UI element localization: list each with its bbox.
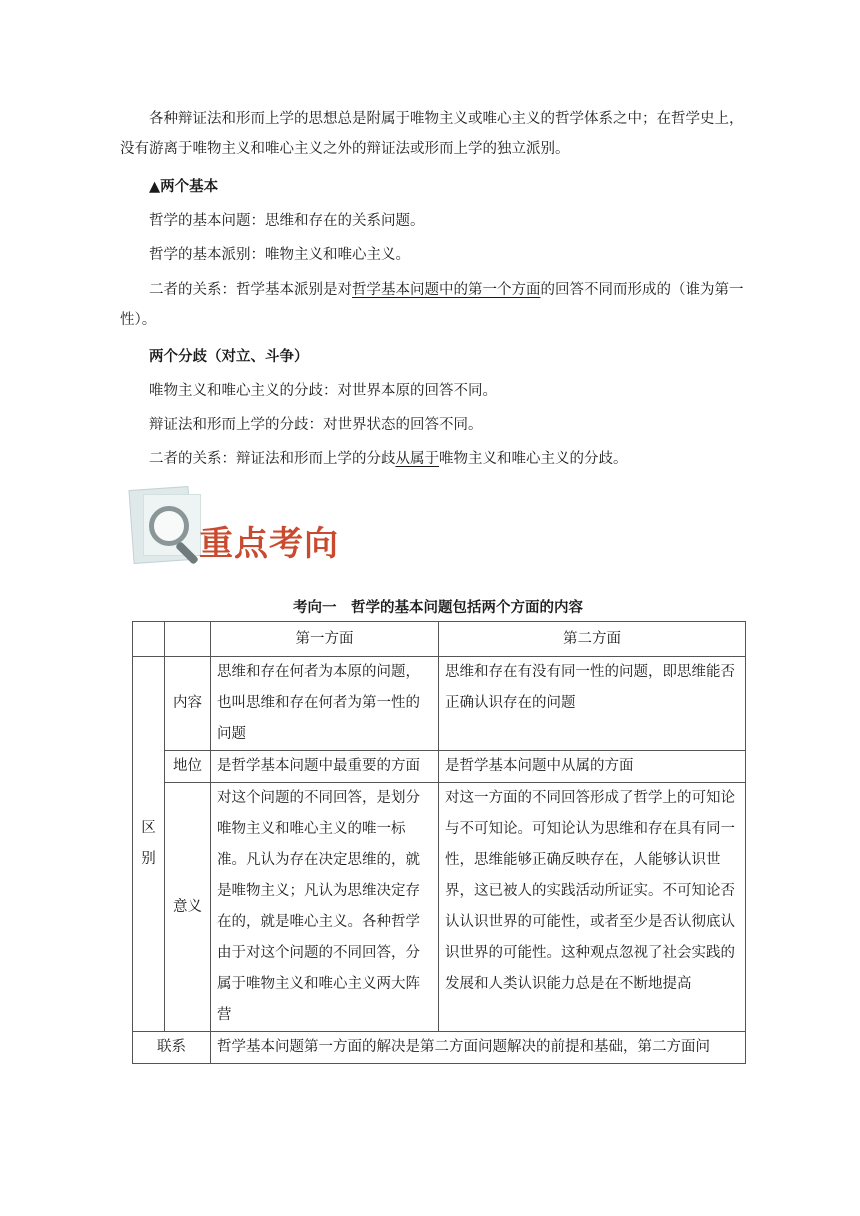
header-second-aspect: 第二方面 — [439, 622, 746, 657]
heading-two-divergences: 两个分歧（对立、斗争） — [149, 348, 309, 365]
group-label-text: 区别 — [141, 820, 156, 867]
table-row-link — [133, 1032, 746, 1064]
banner-title: 重点考向 — [199, 524, 339, 564]
row-label-meaning: 意义 — [165, 783, 211, 1032]
row-label-link: 联系 — [133, 1032, 211, 1064]
header-first-aspect: 第一方面 — [211, 622, 439, 657]
paragraph-intro: 各种辩证法和形而上学的思想总是附属于唯物主义或唯心主义的哲学体系之中；在哲学史上，没有游离于唯物主义和唯心主义之外的辩证法或形而上学的独立派别。 — [120, 111, 744, 157]
cell-link-text: 哲学基本问题第一方面的解决是第二方面问题解决的前提和基础，第二方面问 — [211, 1032, 746, 1064]
comparison-table — [132, 621, 746, 1064]
table-header-row — [133, 622, 746, 657]
paragraph-relation-1: 二者的关系：哲学基本派别是对哲学基本问题中的第一个方面的回答不同而形成的（谁为第一性）。 — [120, 282, 744, 328]
paragraph-divergence-dialectics: 辩证法和形而上学的分歧：对世界状态的回答不同。 — [149, 417, 483, 433]
row-label-content: 内容 — [165, 657, 211, 751]
cell-meaning-second: 对这一方面的不同回答形成了哲学上的可知论与不可知论。可知论认为思维和存在具有同一性，思维能够正确反映存在，人能够认识世界，这已被人的实践活动所证实。不可知论否认认识世界的可能性，或者至少是否认彻底认识世界的可能性。这种观点忽视了社会实践的发展和人类认识能力总是在不断地提高 — [439, 783, 746, 1032]
paragraph-basic-question: 哲学的基本问题：思维和存在的关系问题。 — [149, 213, 425, 229]
section-banner — [123, 488, 363, 568]
header-empty-cell — [133, 622, 165, 657]
table-title: 考向一 哲学的基本问题包括两个方面的内容 — [293, 599, 583, 616]
group-label-difference — [133, 657, 165, 1032]
heading-two-basics: ▲两个基本 — [149, 178, 219, 195]
paragraph-divergence-materialism: 唯物主义和唯心主义的分歧：对世界本原的回答不同。 — [149, 383, 497, 399]
cell-status-second: 是哲学基本问题中从属的方面 — [439, 751, 746, 783]
cell-meaning-first: 对这个问题的不同回答，是划分唯物主义和唯心主义的唯一标准。凡认为存在决定思维的，就是唯物主义；凡认为思维决定存在的，就是唯心主义。各种哲学由于对这个问题的不同回答，分属于唯物主义和唯心主义两大阵营 — [211, 783, 439, 1032]
header-empty-cell — [165, 622, 211, 657]
underlined-phrase: 哲学基本问题中的第一个方面 — [352, 282, 541, 298]
cell-content-first: 思维和存在何者为本原的问题，也叫思维和存在何者为第一性的问题 — [211, 657, 439, 751]
table-row-status — [133, 751, 746, 783]
magnifier-icon — [149, 506, 189, 546]
row-label-status: 地位 — [165, 751, 211, 783]
cell-status-first: 是哲学基本问题中最重要的方面 — [211, 751, 439, 783]
cell-content-second: 思维和存在有没有同一性的问题，即思维能否正确认识存在的问题 — [439, 657, 746, 751]
table-row-content — [133, 657, 746, 751]
paragraph-relation-2: 二者的关系：辩证法和形而上学的分歧从属于唯物主义和唯心主义的分歧。 — [149, 451, 628, 467]
paragraph-basic-schools: 哲学的基本派别：唯物主义和唯心主义。 — [149, 247, 410, 263]
table-row-meaning — [133, 783, 746, 1032]
underlined-phrase: 从属于 — [395, 451, 439, 467]
